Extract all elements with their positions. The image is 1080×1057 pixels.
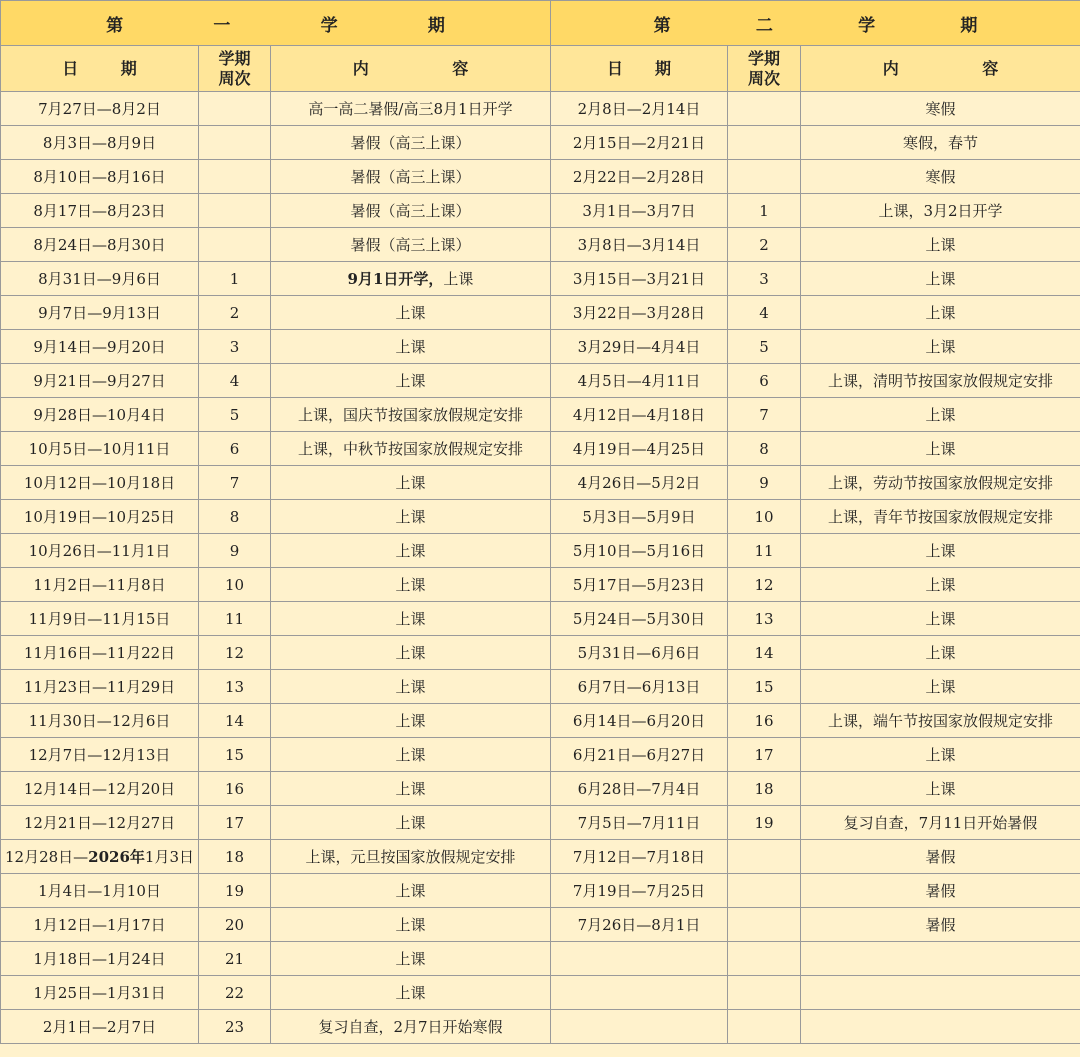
week-cell-s2: 14 [728, 636, 801, 670]
table-row [1, 194, 1080, 228]
date-cell-s1: 9月28日—10月4日 [1, 398, 199, 432]
date-cell-s1: 10月12日—10月18日 [1, 466, 199, 500]
content-cell-s1: 上课 [271, 976, 551, 1010]
content-cell-s1: 上课，国庆节按国家放假规定安排 [271, 398, 551, 432]
week-cell-s1: 5 [199, 398, 271, 432]
table-row [1, 126, 1080, 160]
content-cell-s1: 上课 [271, 908, 551, 942]
date-cell-s2: 3月8日—3月14日 [551, 228, 728, 262]
table-row [1, 874, 1080, 908]
content-cell-s2: 上课 [801, 262, 1080, 296]
content-cell-s1: 9月1日开学，上课 [271, 262, 551, 296]
date-cell-s2: 7月26日—8月1日 [551, 908, 728, 942]
column-header-row [1, 46, 1080, 92]
week-cell-s2: 7 [728, 398, 801, 432]
week-cell-s2 [728, 126, 801, 160]
week-cell-s1: 15 [199, 738, 271, 772]
date-header-s2: 日 期 [551, 46, 728, 92]
week-cell-s2 [728, 976, 801, 1010]
week-cell-s1 [199, 92, 271, 126]
week-cell-s2: 12 [728, 568, 801, 602]
week-cell-s1: 13 [199, 670, 271, 704]
date-cell-s2: 5月3日—5月9日 [551, 500, 728, 534]
week-cell-s1: 22 [199, 976, 271, 1010]
content-cell-s1: 暑假（高三上课） [271, 194, 551, 228]
week-cell-s2: 3 [728, 262, 801, 296]
week-cell-s1 [199, 160, 271, 194]
table-row [1, 976, 1080, 1010]
week-cell-s1: 9 [199, 534, 271, 568]
table-row [1, 262, 1080, 296]
week-cell-s1: 16 [199, 772, 271, 806]
content-cell-s1: 上课 [271, 296, 551, 330]
week-cell-s2: 6 [728, 364, 801, 398]
date-cell-s1: 11月16日—11月22日 [1, 636, 199, 670]
content-cell-s2: 上课 [801, 228, 1080, 262]
content-cell-s1: 上课 [271, 942, 551, 976]
table-row [1, 398, 1080, 432]
date-cell-s2: 7月12日—7月18日 [551, 840, 728, 874]
content-cell-s1: 上课 [271, 568, 551, 602]
date-cell-s2: 7月19日—7月25日 [551, 874, 728, 908]
content-cell-s2: 上课 [801, 330, 1080, 364]
content-cell-s1: 暑假（高三上课） [271, 160, 551, 194]
date-cell-s1: 10月26日—11月1日 [1, 534, 199, 568]
date-cell-s2: 3月29日—4月4日 [551, 330, 728, 364]
date-cell-s2: 5月10日—5月16日 [551, 534, 728, 568]
date-cell-s2: 4月5日—4月11日 [551, 364, 728, 398]
table-row [1, 296, 1080, 330]
date-header-s1: 日 期 [1, 46, 199, 92]
content-cell-s2: 复习自查，7月11日开始暑假 [801, 806, 1080, 840]
date-cell-s1: 11月30日—12月6日 [1, 704, 199, 738]
date-cell-s2: 6月7日—6月13日 [551, 670, 728, 704]
content-cell-s1: 上课，元旦按国家放假规定安排 [271, 840, 551, 874]
table-row [1, 636, 1080, 670]
date-cell-s1: 11月23日—11月29日 [1, 670, 199, 704]
week-cell-s2: 9 [728, 466, 801, 500]
table-row [1, 432, 1080, 466]
content-cell-s1: 上课 [271, 670, 551, 704]
content-cell-s1: 上课 [271, 874, 551, 908]
date-cell-s1: 7月27日—8月2日 [1, 92, 199, 126]
table-row [1, 908, 1080, 942]
table-row [1, 942, 1080, 976]
week-cell-s2 [728, 874, 801, 908]
content-cell-s2 [801, 1010, 1080, 1044]
week-header-s2: 学期 周次 [728, 46, 801, 92]
week-cell-s2 [728, 840, 801, 874]
date-cell-s2: 5月24日—5月30日 [551, 602, 728, 636]
content-cell-s1: 上课 [271, 704, 551, 738]
content-cell-s1: 上课 [271, 636, 551, 670]
date-cell-s2: 6月14日—6月20日 [551, 704, 728, 738]
table-row [1, 500, 1080, 534]
week-cell-s1: 14 [199, 704, 271, 738]
week-cell-s2 [728, 908, 801, 942]
week-cell-s2: 18 [728, 772, 801, 806]
week-cell-s1: 2 [199, 296, 271, 330]
week-header-s1: 学期 周次 [199, 46, 271, 92]
content-cell-s1: 上课 [271, 534, 551, 568]
table-row [1, 160, 1080, 194]
week-cell-s1: 10 [199, 568, 271, 602]
date-cell-s1: 12月14日—12月20日 [1, 772, 199, 806]
date-cell-s1: 12月21日—12月27日 [1, 806, 199, 840]
content-cell-s2: 上课，清明节按国家放假规定安排 [801, 364, 1080, 398]
table-row [1, 568, 1080, 602]
date-cell-s1: 1月12日—1月17日 [1, 908, 199, 942]
table-row [1, 466, 1080, 500]
week-cell-s1: 18 [199, 840, 271, 874]
week-cell-s1 [199, 228, 271, 262]
date-cell-s1: 8月3日—8月9日 [1, 126, 199, 160]
table-row [1, 602, 1080, 636]
week-cell-s1: 19 [199, 874, 271, 908]
week-cell-s2: 10 [728, 500, 801, 534]
date-cell-s1: 1月25日—1月31日 [1, 976, 199, 1010]
date-cell-s2: 5月17日—5月23日 [551, 568, 728, 602]
week-cell-s2 [728, 1010, 801, 1044]
content-cell-s1: 上课 [271, 806, 551, 840]
week-cell-s2: 13 [728, 602, 801, 636]
week-cell-s2: 19 [728, 806, 801, 840]
date-cell-s1: 9月7日—9月13日 [1, 296, 199, 330]
date-cell-s2: 3月22日—3月28日 [551, 296, 728, 330]
week-cell-s2: 15 [728, 670, 801, 704]
content-cell-s1: 上课 [271, 330, 551, 364]
week-cell-s1: 17 [199, 806, 271, 840]
date-cell-s2: 4月12日—4月18日 [551, 398, 728, 432]
table-row [1, 840, 1080, 874]
week-cell-s1: 1 [199, 262, 271, 296]
content-cell-s2 [801, 976, 1080, 1010]
content-cell-s2: 暑假 [801, 874, 1080, 908]
table-row [1, 772, 1080, 806]
date-cell-s1: 8月24日—8月30日 [1, 228, 199, 262]
date-cell-s1: 9月21日—9月27日 [1, 364, 199, 398]
content-cell-s2: 上课，端午节按国家放假规定安排 [801, 704, 1080, 738]
week-cell-s2: 5 [728, 330, 801, 364]
date-cell-s2: 2月22日—2月28日 [551, 160, 728, 194]
week-cell-s1: 23 [199, 1010, 271, 1044]
week-cell-s2: 8 [728, 432, 801, 466]
content-cell-s1: 上课，中秋节按国家放假规定安排 [271, 432, 551, 466]
content-cell-s2: 上课 [801, 296, 1080, 330]
semester1-title: 第 一 学 期 [1, 1, 551, 46]
table-row [1, 364, 1080, 398]
week-cell-s2: 16 [728, 704, 801, 738]
date-cell-s2 [551, 1010, 728, 1044]
date-cell-s2: 3月1日—3月7日 [551, 194, 728, 228]
table-row [1, 738, 1080, 772]
week-cell-s1: 8 [199, 500, 271, 534]
week-cell-s1: 21 [199, 942, 271, 976]
date-cell-s2: 7月5日—7月11日 [551, 806, 728, 840]
week-cell-s1: 20 [199, 908, 271, 942]
content-cell-s2: 上课 [801, 738, 1080, 772]
date-cell-s2: 6月21日—6月27日 [551, 738, 728, 772]
week-cell-s2: 1 [728, 194, 801, 228]
content-cell-s2: 上课 [801, 670, 1080, 704]
week-cell-s1: 6 [199, 432, 271, 466]
week-cell-s2 [728, 92, 801, 126]
content-cell-s1: 复习自查，2月7日开始寒假 [271, 1010, 551, 1044]
date-cell-s2: 2月8日—2月14日 [551, 92, 728, 126]
date-cell-s1: 8月10日—8月16日 [1, 160, 199, 194]
table-row [1, 228, 1080, 262]
content-cell-s2: 寒假 [801, 92, 1080, 126]
content-cell-s2: 上课 [801, 568, 1080, 602]
table-row [1, 330, 1080, 364]
date-cell-s2 [551, 976, 728, 1010]
date-cell-s1: 11月2日—11月8日 [1, 568, 199, 602]
content-cell-s2: 上课 [801, 602, 1080, 636]
week-cell-s2 [728, 160, 801, 194]
date-cell-s2: 6月28日—7月4日 [551, 772, 728, 806]
week-cell-s1: 3 [199, 330, 271, 364]
date-cell-s1: 2月1日—2月7日 [1, 1010, 199, 1044]
date-cell-s1: 11月9日—11月15日 [1, 602, 199, 636]
week-cell-s2: 17 [728, 738, 801, 772]
week-cell-s2: 4 [728, 296, 801, 330]
table-row [1, 670, 1080, 704]
content-cell-s2: 暑假 [801, 908, 1080, 942]
date-cell-s1: 10月19日—10月25日 [1, 500, 199, 534]
content-cell-s1: 上课 [271, 500, 551, 534]
week-cell-s1: 7 [199, 466, 271, 500]
date-cell-s2: 5月31日—6月6日 [551, 636, 728, 670]
content-cell-s1: 上课 [271, 466, 551, 500]
table-row [1, 1010, 1080, 1044]
date-cell-s2: 2月15日—2月21日 [551, 126, 728, 160]
date-cell-s2 [551, 942, 728, 976]
content-cell-s2: 上课 [801, 772, 1080, 806]
table-row [1, 534, 1080, 568]
content-cell-s1: 高一高二暑假/高三8月1日开学 [271, 92, 551, 126]
week-cell-s1: 12 [199, 636, 271, 670]
content-cell-s2: 上课 [801, 534, 1080, 568]
content-cell-s2: 上课，劳动节按国家放假规定安排 [801, 466, 1080, 500]
date-cell-s1: 9月14日—9月20日 [1, 330, 199, 364]
date-cell-s1: 10月5日—10月11日 [1, 432, 199, 466]
content-header-s1: 内 容 [271, 46, 551, 92]
week-cell-s1: 4 [199, 364, 271, 398]
date-cell-s2: 4月26日—5月2日 [551, 466, 728, 500]
content-cell-s1: 暑假（高三上课） [271, 228, 551, 262]
content-cell-s2: 上课 [801, 398, 1080, 432]
week-cell-s2: 2 [728, 228, 801, 262]
week-cell-s1 [199, 126, 271, 160]
week-cell-s2 [728, 942, 801, 976]
semester-header-row [1, 1, 1080, 46]
semester2-title: 第 二 学 期 [551, 1, 1080, 46]
date-cell-s2: 4月19日—4月25日 [551, 432, 728, 466]
week-cell-s2: 11 [728, 534, 801, 568]
date-cell-s1: 8月17日—8月23日 [1, 194, 199, 228]
date-cell-s1: 12月7日—12月13日 [1, 738, 199, 772]
content-cell-s2: 寒假 [801, 160, 1080, 194]
date-cell-s1: 1月4日—1月10日 [1, 874, 199, 908]
content-cell-s2 [801, 942, 1080, 976]
content-header-s2: 内 容 [801, 46, 1080, 92]
week-cell-s1: 11 [199, 602, 271, 636]
content-cell-s1: 上课 [271, 602, 551, 636]
week-cell-s1 [199, 194, 271, 228]
content-cell-s2: 暑假 [801, 840, 1080, 874]
content-cell-s1: 上课 [271, 738, 551, 772]
date-cell-s1: 12月28日—2026年1月3日 [1, 840, 199, 874]
content-cell-s1: 上课 [271, 772, 551, 806]
content-cell-s2: 上课 [801, 636, 1080, 670]
table-row [1, 92, 1080, 126]
table-row [1, 704, 1080, 738]
date-cell-s1: 1月18日—1月24日 [1, 942, 199, 976]
content-cell-s2: 寒假，春节 [801, 126, 1080, 160]
content-cell-s2: 上课 [801, 432, 1080, 466]
content-cell-s1: 暑假（高三上课） [271, 126, 551, 160]
content-cell-s2: 上课，青年节按国家放假规定安排 [801, 500, 1080, 534]
calendar-rows [1, 92, 1080, 1044]
table-row [1, 806, 1080, 840]
date-cell-s1: 8月31日—9月6日 [1, 262, 199, 296]
date-cell-s2: 3月15日—3月21日 [551, 262, 728, 296]
content-cell-s1: 上课 [271, 364, 551, 398]
content-cell-s2: 上课，3月2日开学 [801, 194, 1080, 228]
